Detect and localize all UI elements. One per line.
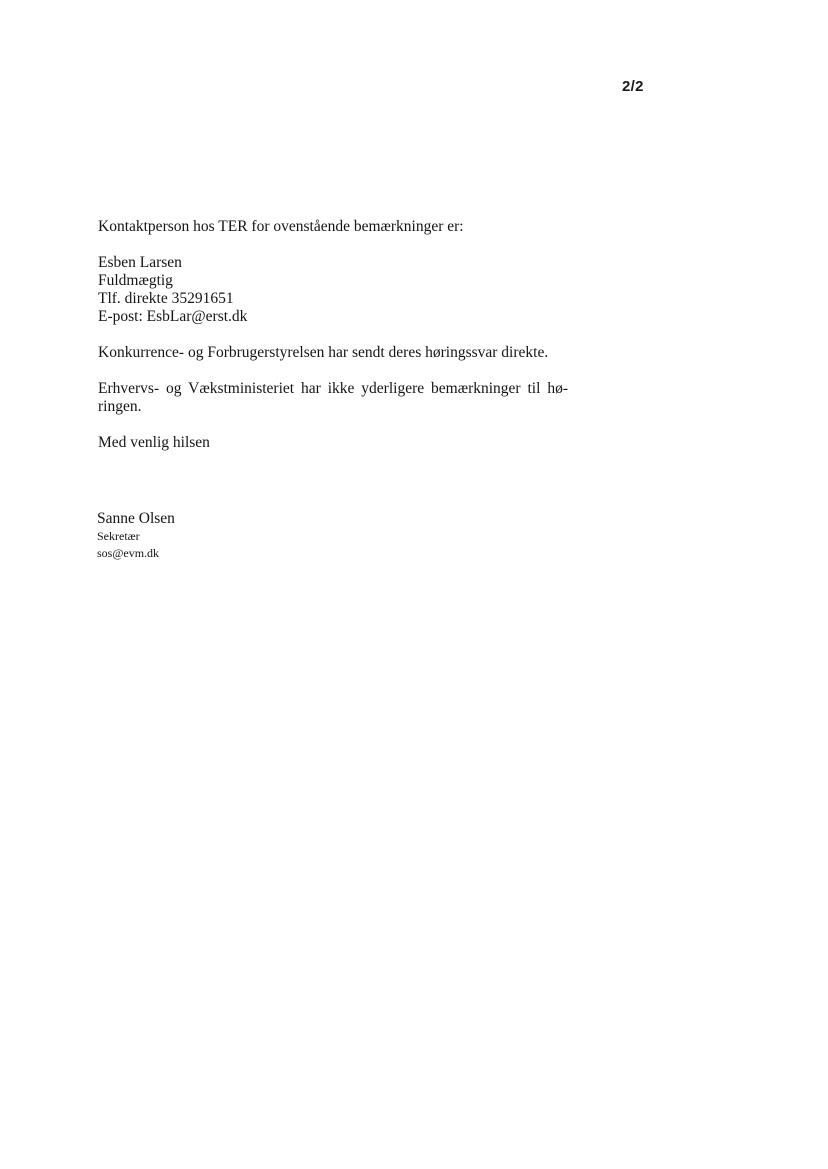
signature-email: sos@evm.dk (97, 546, 160, 560)
contact-phone: Tlf. direkte 35291651 (98, 290, 234, 307)
closing-greeting: Med venlig hilsen (98, 434, 210, 451)
contact-name: Esben Larsen (98, 254, 182, 271)
contact-block (98, 254, 576, 326)
signature-name: Sanne Olsen (97, 510, 175, 527)
contact-intro: Kontaktperson hos TER for ovenstående bemærkninger er: (98, 218, 464, 235)
signature-title: Sekretær (97, 529, 140, 543)
signature-block (97, 510, 175, 562)
contact-title: Fuldmægtig (98, 272, 173, 289)
contact-email: E-post: EsbLar@erst.dk (98, 308, 248, 325)
paragraph-no-remarks-line-2: ringen. (98, 398, 142, 415)
paragraph-no-remarks-line-1: Erhvervs- og Vækstministeriet har ikke yderligere bemærkninger til hø- (98, 380, 568, 397)
letter-body (98, 218, 576, 452)
page-number: 2/2 (622, 78, 644, 95)
paragraph-no-remarks (98, 380, 576, 416)
paragraph-forwarded-reply: Konkurrence- og Forbrugerstyrelsen har sendt deres høringssvar direkte. (98, 344, 549, 361)
